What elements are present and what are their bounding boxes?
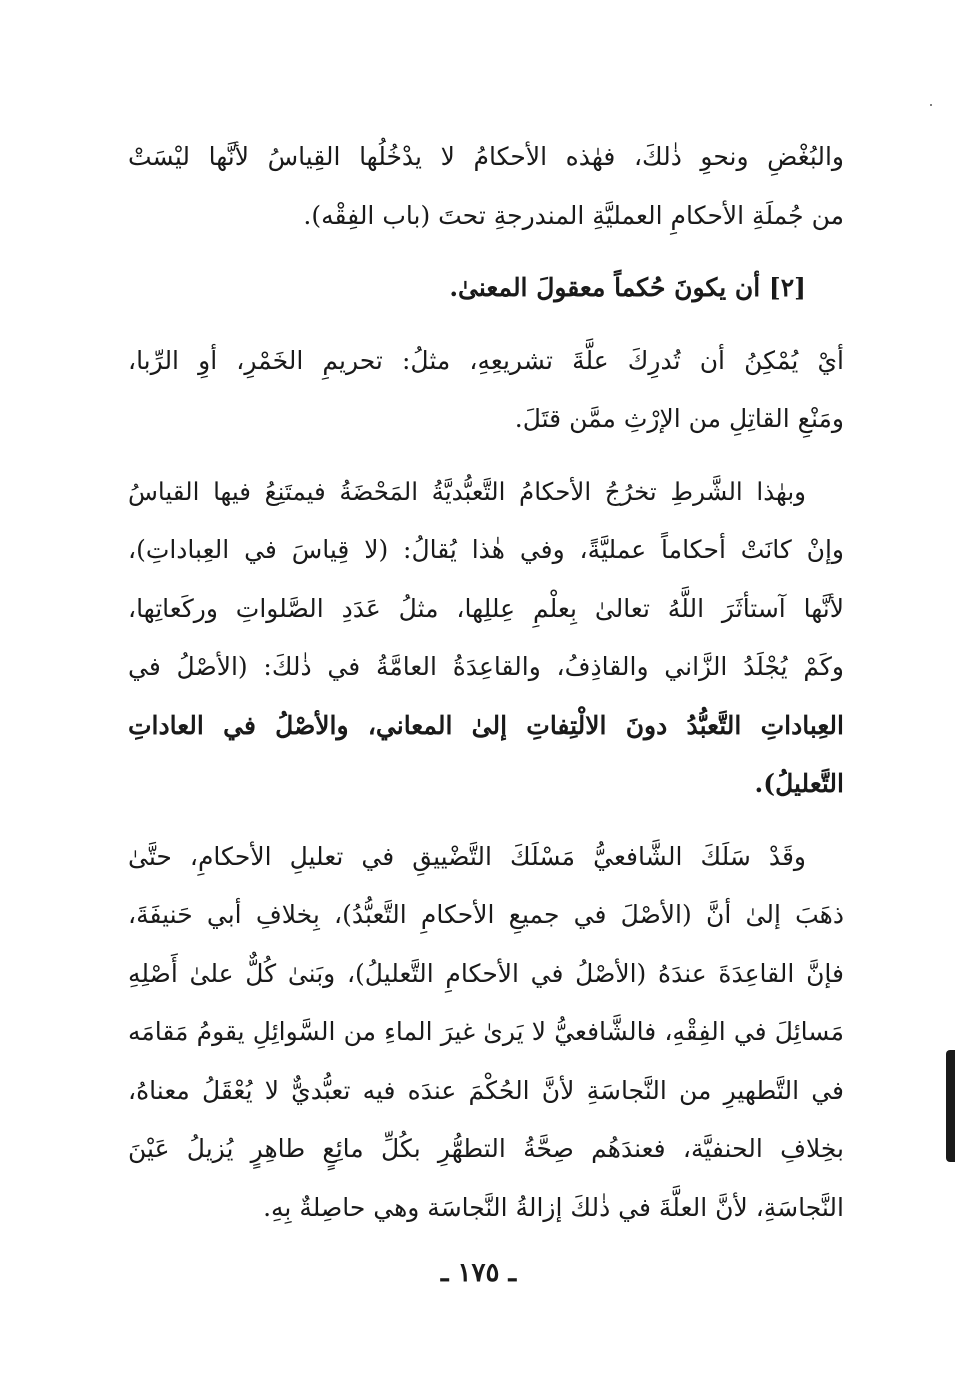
text-line: وكَمْ يُجْلَدُ الزَّاني والقاذِفُ، والقاعِدَةُ العامَّةُ في ذٰلكَ: (الأصْلُ في xyxy=(128,652,844,681)
text-line: لأنَّها آستأثَرَ اللَّهُ تعالىٰ بِعلْمِ عِللِها، مثلُ عَدَدِ الصَّلواتِ وركَعاتِها، xyxy=(128,593,844,623)
paragraph xyxy=(128,128,844,245)
text-line: من جُملَةِ الأحكامِ العمليَّةِ المندرجةِ تحتَ (باب الفِقْه). xyxy=(303,200,844,230)
text-line: النَّجاسَةِ، لأنَّ العلَّةَ في ذٰلكَ إزالةُ النَّجاسَة وهي حاصِلةٌ بِهِ. xyxy=(263,1192,844,1222)
text-line: والبُغْضِ ونحوِ ذٰلكَ، فهٰذه الأحكامُ لا يدْخُلُها القِياسُ لأنَّها ليْسَتْ xyxy=(128,142,844,171)
text-line: وبهٰذا الشَّرطِ تخرُجُ الأحكامُ التَّعبُّديَّةُ المَحْضَةُ فيمتَنِعُ فيها القياسُ xyxy=(128,476,806,506)
text-line: وقَدْ سَلَكَ الشَّافعيُّ مَسْلَكَ التَّضْييقِ في تعليلِ الأحكامِ، حتَّىٰ xyxy=(128,841,806,871)
text-line: ومَنْعِ القاتِلِ من الإرْثِ ممَّن قتَلَ. xyxy=(514,404,844,433)
text-line: وإنْ كانَتْ أحكاماً عمليَّةً، وفي هٰذا يُقالُ: (لا قِياسَ في العِباداتِ)، xyxy=(128,535,844,564)
paragraph xyxy=(128,463,844,814)
text-line: فإنَّ القاعِدَةَ عندَهُ (الأصْلُ في الأحكامِ التَّعليلُ)، وبَنىٰ كُلٌّ علىٰ أَصْلِهِ xyxy=(128,958,844,988)
text-line: أيْ يُمْكِنُ أن تُدرِكَ علَّةَ تشريعِهِ، مثلُ: تحريمِ الخَمْرِ، أوِ الرِّبا، xyxy=(128,345,844,375)
paragraph xyxy=(128,332,844,449)
text-line: التَّعليلُ). xyxy=(754,769,844,798)
section-heading xyxy=(128,259,844,318)
text-line: في التَّطهيرِ من النَّجاسَةِ لأنَّ الحُكْمَ عندَه فيه تعبُّديٌّ لا يُعْقَلُ معناهُ، xyxy=(128,1075,844,1105)
text-line: مَسائِلَ في الفِقْهِ، فالشَّافعيُّ لا يَرىٰ غيرَ الماءِ من السَّوائِلِ يقومُ مَقامَه xyxy=(128,1017,844,1046)
page-number: ـ ١٧٥ ـ xyxy=(440,1258,517,1288)
scan-speck xyxy=(930,104,932,106)
binding-edge-mark xyxy=(946,1050,955,1162)
text-line: العِباداتِ التَّعبُّدُ دونَ الالْتِفاتِ إلىٰ المعاني، والأصْلُ في العاداتِ xyxy=(128,710,844,740)
text-line: [٢] أن يكونَ حُكماً معقولَ المعنىٰ. xyxy=(449,273,806,302)
paragraph xyxy=(128,828,844,1238)
text-line: ذهَبَ إلىٰ أنَّ (الأصْلَ في جميعِ الأحكامِ التَّعبُّدُ)، بِخلافِ أبي حَنيفَةَ، xyxy=(128,900,844,929)
text-line: بخِلافِ الحنفيَّة، فعندَهُم صِحَّةُ التطهُّرِ بكُلِّ مائِعٍ طاهِرٍ يُزيلُ عَيْنَ xyxy=(128,1134,844,1163)
body-text xyxy=(128,128,844,1237)
